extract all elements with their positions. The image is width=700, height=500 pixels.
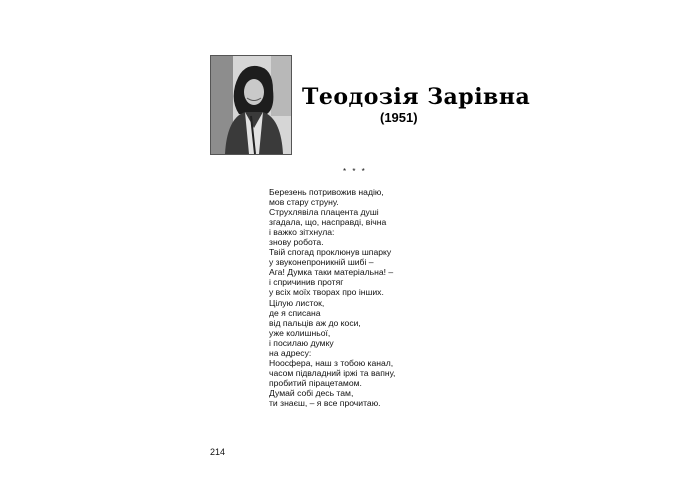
poem-line: згадала, що, насправді, вічна — [269, 217, 387, 228]
poem-line: у звуконепроникній шибі – — [269, 257, 374, 268]
portrait-illustration — [211, 56, 291, 154]
poem-line: уже колишньої, — [269, 327, 331, 338]
poem-line: пробитий пірацетамом. — [269, 377, 362, 388]
poem-line: від пальців аж до коси, — [269, 317, 361, 328]
poem-line: мов стару струну. — [269, 197, 339, 208]
poem-line: Ага! Думка таки матеріальна! – — [269, 267, 394, 278]
poem-line: де я списана — [269, 307, 321, 318]
poem-text — [269, 187, 499, 408]
poem-line: на адресу: — [269, 347, 312, 358]
poem-separator: * * * — [343, 167, 367, 176]
poem-line: ти знаєш, – я все прочитаю. — [269, 397, 381, 408]
author-portrait — [210, 55, 292, 155]
poem-line: і спричинив протяг — [269, 277, 344, 288]
author-name: Теодозія Зарівна — [302, 84, 531, 110]
poem-line: у всіх моїх творах про інших. — [269, 287, 384, 298]
poem-line: і важко зітхнула: — [269, 227, 335, 238]
poem-line: Струхлявіла плацента душі — [269, 207, 379, 218]
page-number: 214 — [210, 447, 226, 457]
poem-line: часом підвладний іржі та вапну, — [269, 367, 396, 378]
poem-line: і посилаю думку — [269, 337, 334, 348]
author-years: (1951) — [380, 110, 418, 125]
poem-line: Думай собі десь там, — [269, 387, 354, 398]
poem-line: Твій спогад проклюнув шпарку — [269, 247, 392, 258]
poem-line: знову робота. — [269, 237, 324, 248]
poem-line: Цілую листок, — [269, 297, 325, 308]
poem-line: Березень потривожив надію, — [269, 187, 384, 197]
poem-line: Ноосфера, наш з тобою канал, — [269, 357, 394, 368]
